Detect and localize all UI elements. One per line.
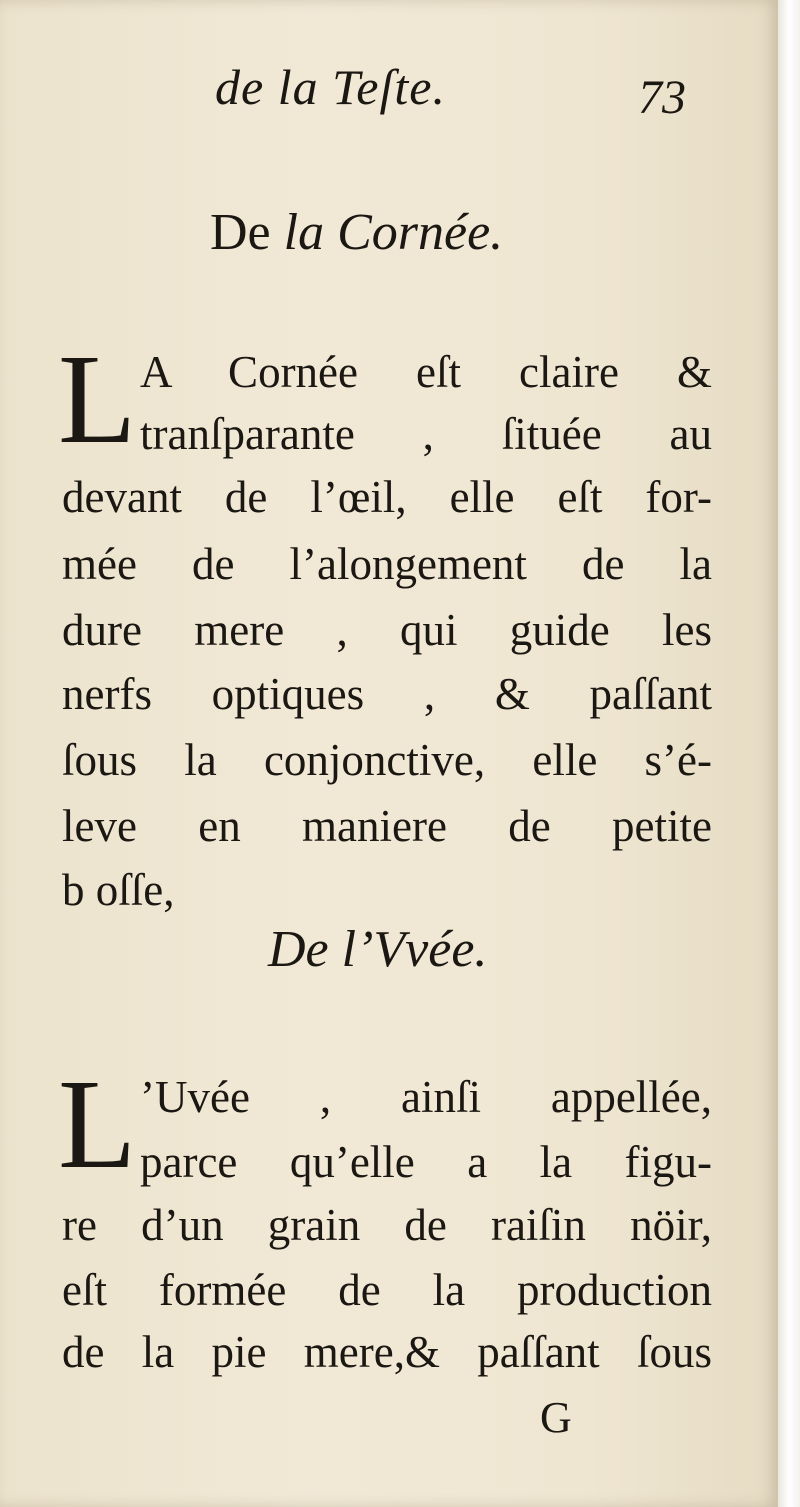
running-head: de la Teſte. <box>215 59 446 115</box>
text-line: re d’un grain de raiſin nöir, <box>62 1200 712 1250</box>
text-line: A Cornée eſt claire & <box>140 347 712 397</box>
text-line: ’Uvée , ainſi appellée, <box>140 1072 712 1122</box>
text-line: nerfs optiques , & paſſant <box>62 669 712 719</box>
drop-cap-uvee: L <box>58 1053 137 1195</box>
text-line: tranſparante , ſituée au <box>140 409 712 459</box>
section-title-uvee <box>268 920 487 979</box>
text-line: eſt formée de la production <box>62 1265 712 1315</box>
drop-cap-cornee: L <box>58 328 137 470</box>
section-title-cornee-roman: De <box>210 204 271 261</box>
text-line: parce qu’elle a la figu- <box>140 1137 712 1187</box>
text-line: mée de l’alongement de la <box>62 539 712 589</box>
text-line: de la pie mere,& paſſant ſous <box>62 1327 712 1377</box>
text-line: ſous la conjonctive, elle s’é- <box>62 735 712 785</box>
text-line: devant de l’œil, elle eſt for- <box>62 472 712 522</box>
section-title-cornee-italic: la Cornée. <box>283 204 504 261</box>
section-title-uvee-italic: De l’Vvée. <box>268 921 488 978</box>
signature-mark: G <box>540 1393 572 1442</box>
text-line: leve en maniere de petite <box>62 801 712 851</box>
text-line: dure mere , qui guide les <box>62 605 712 655</box>
page-edge <box>778 0 800 1507</box>
text-line: b oſſe, <box>62 865 175 915</box>
page-number: 73 <box>638 71 686 124</box>
section-title-cornee <box>210 203 503 262</box>
